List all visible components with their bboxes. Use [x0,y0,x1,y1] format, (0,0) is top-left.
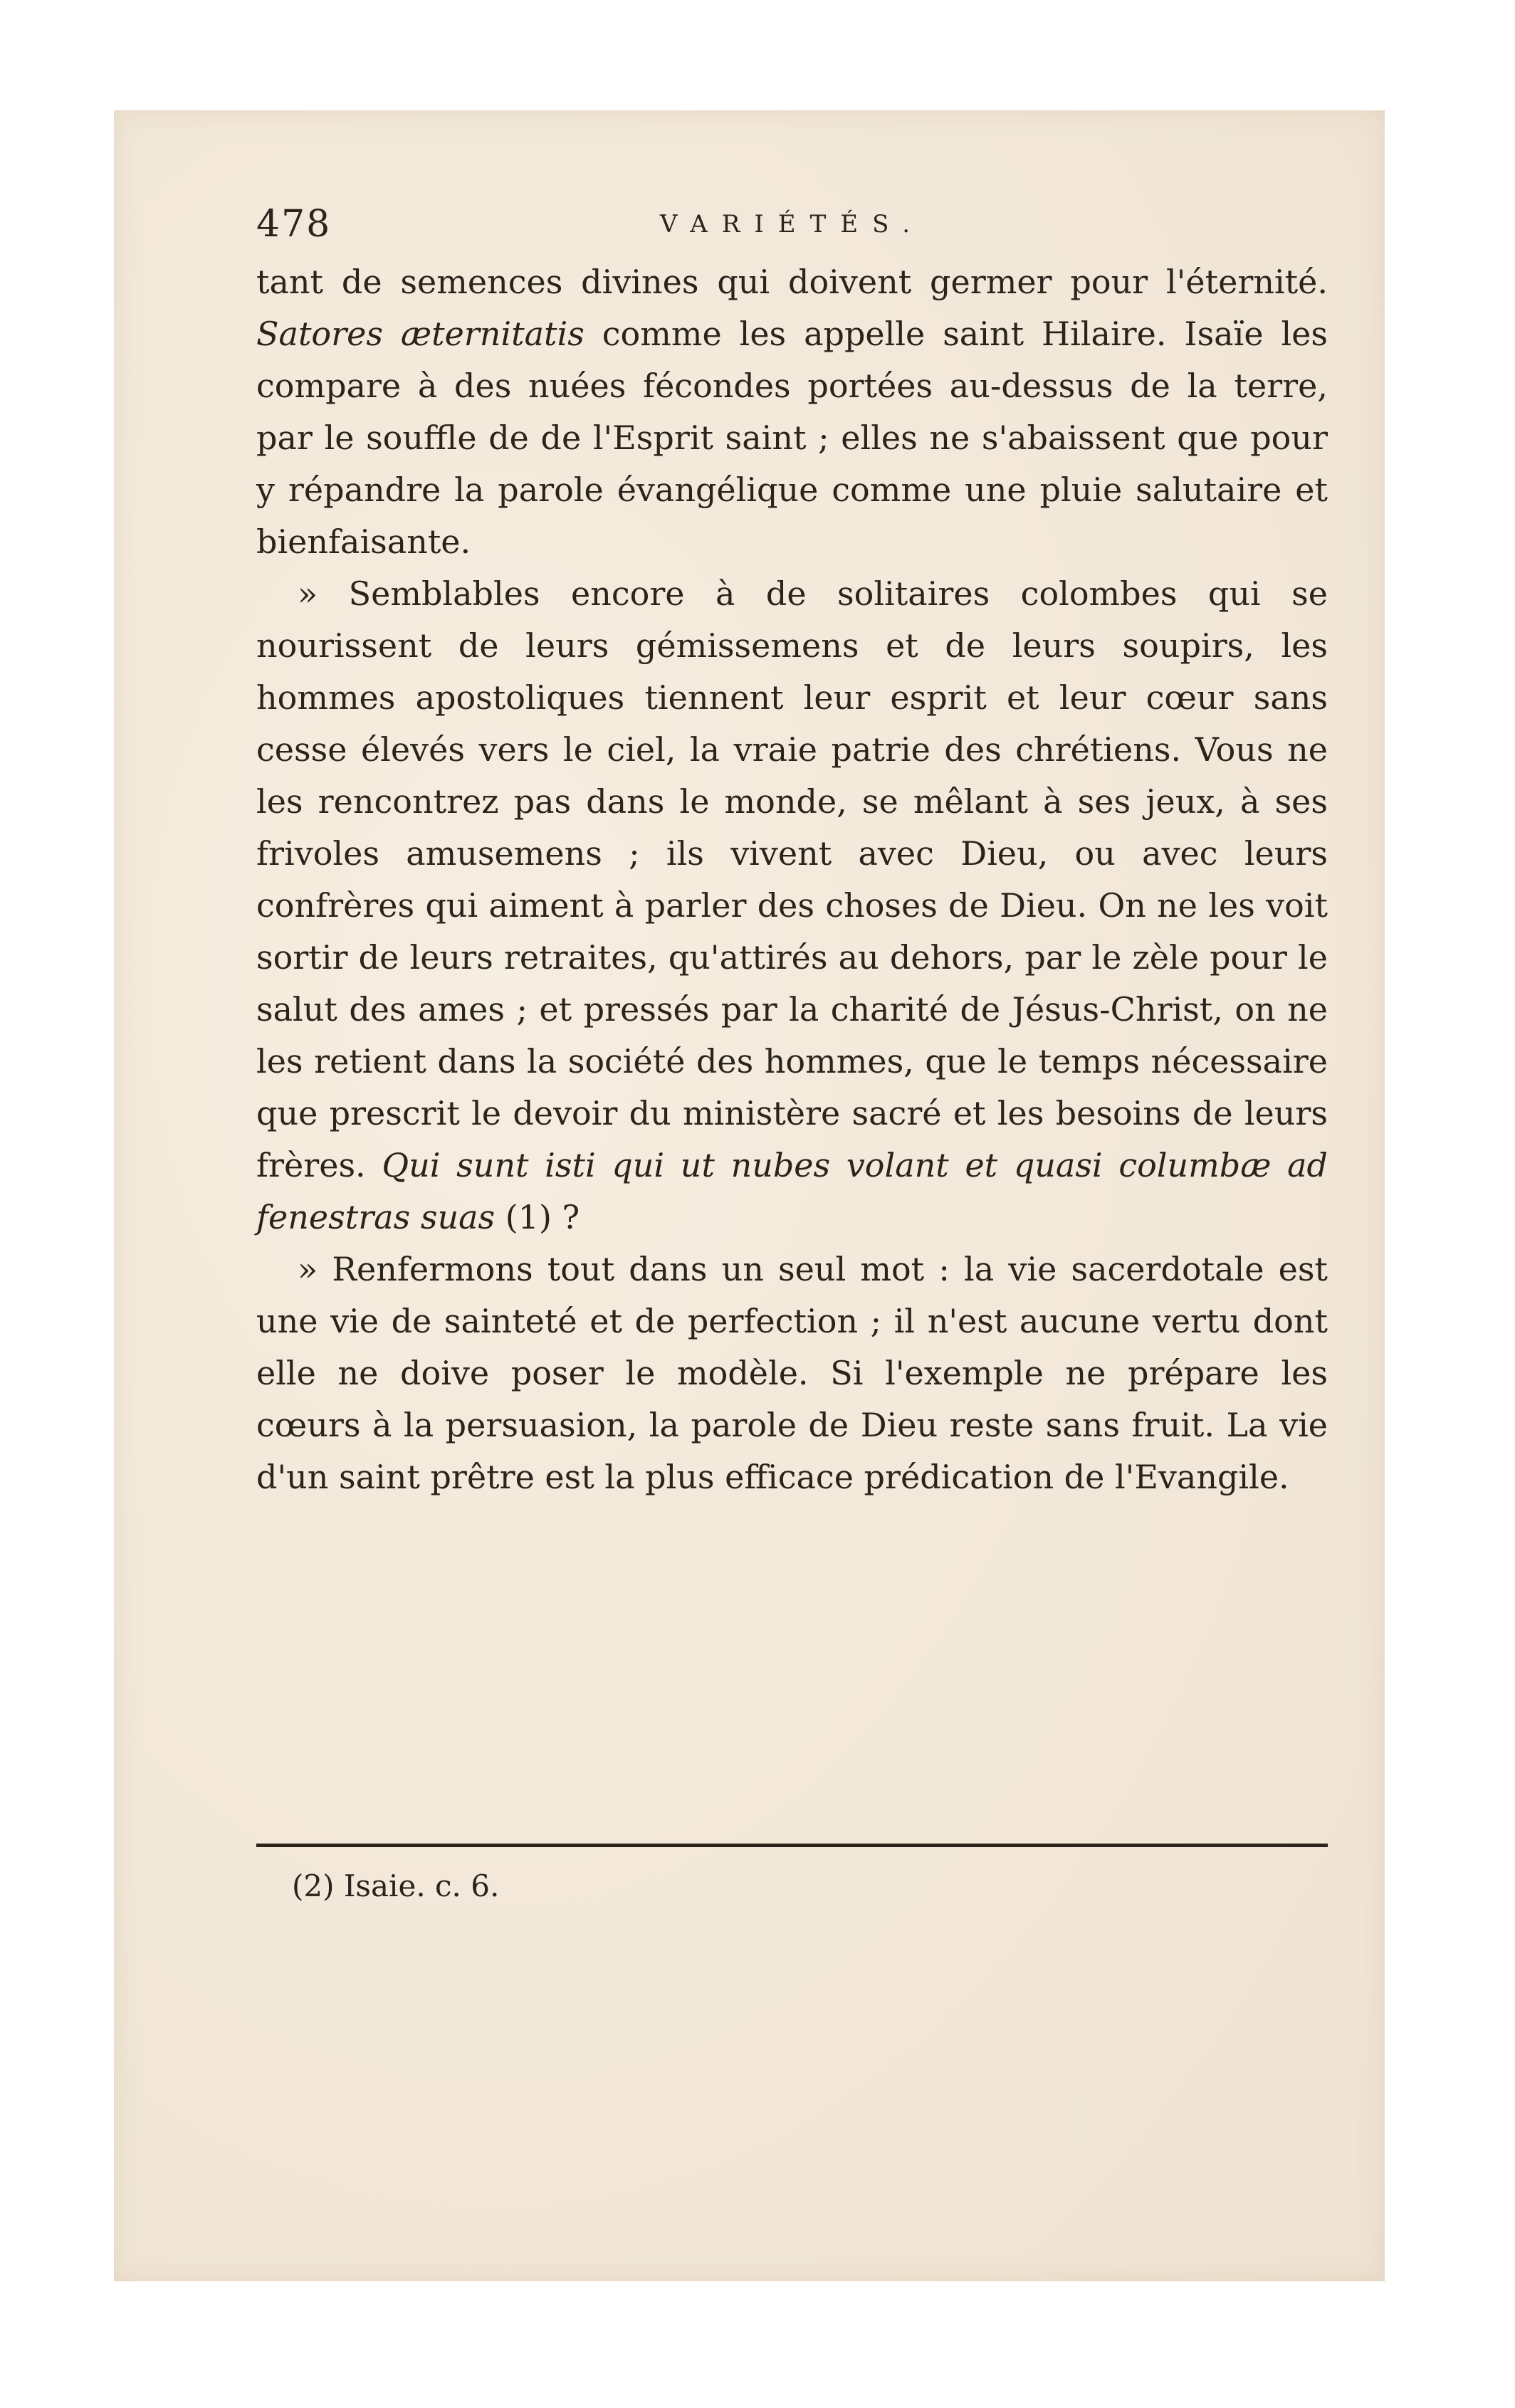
paragraph-3 [256,1244,1328,1503]
footnote-divider [256,1844,1328,1847]
paragraph-text: tant de semences divines qui doivent germer pour l'éternité. [256,263,1328,301]
paragraph-text: » Semblables encore à de solitaires colombes qui se nourissent de leurs gémissemens et de leurs soupirs, les hommes apostoliques tiennent leur esprit et leur cœur sans cesse élevés vers le ciel, la vraie patrie des chrétiens. Vous ne les rencontrez pas dans le monde, se mêlant à ses jeux, à ses frivoles amusemens ; ils vivent avec Dieu, ou avec leurs confrères qui aiment à parler des choses de Dieu. On ne les voit sortir de leurs retraites, qu'attirés au dehors, par le zèle pour le salut des ames ; et pressés par la charité de Jésus-Christ, on ne les retient dans la société des hommes, que le temps nécessaire que prescrit le devoir du ministère sacré et les besoins de leurs frères. [256,574,1328,1184]
paragraph-text: comme les appelle saint Hilaire. Isaïe les compare à des nuées fécondes portées au-dessus de la terre, par le souffle de de l'Esprit saint ; elles ne s'abaissent que pour y répandre la parole évangélique comme une pluie salutaire et bienfaisante. [256,315,1328,561]
page-number: 478 [256,203,332,246]
footnote-reference: (1) ? [495,1198,580,1236]
text-block [256,192,1328,1503]
latin-quote: Satores æternitatis [256,315,584,353]
paragraph-2 [256,568,1328,1244]
paragraph-text: » Renfermons tout dans un seul mot : la vie sacerdotale est une vie de sainteté et de perfection ; il n'est aucune vertu dont elle ne doive poser le modèle. Si l'exemple ne prépare les cœurs à la persuasion, la parole de Dieu reste sans fruit. La vie d'un saint prêtre est la plus efficace prédication de l'Evangile. [256,1250,1328,1496]
running-title: VARIÉTÉS. [659,210,925,238]
latin-quote: Qui sunt isti qui ut nubes volant et quasi columbæ ad fenestras suas [256,1146,1328,1236]
running-head [256,192,1328,256]
footnote: (2) Isaie. c. 6. [292,1868,500,1903]
paragraph-1 [256,256,1328,568]
